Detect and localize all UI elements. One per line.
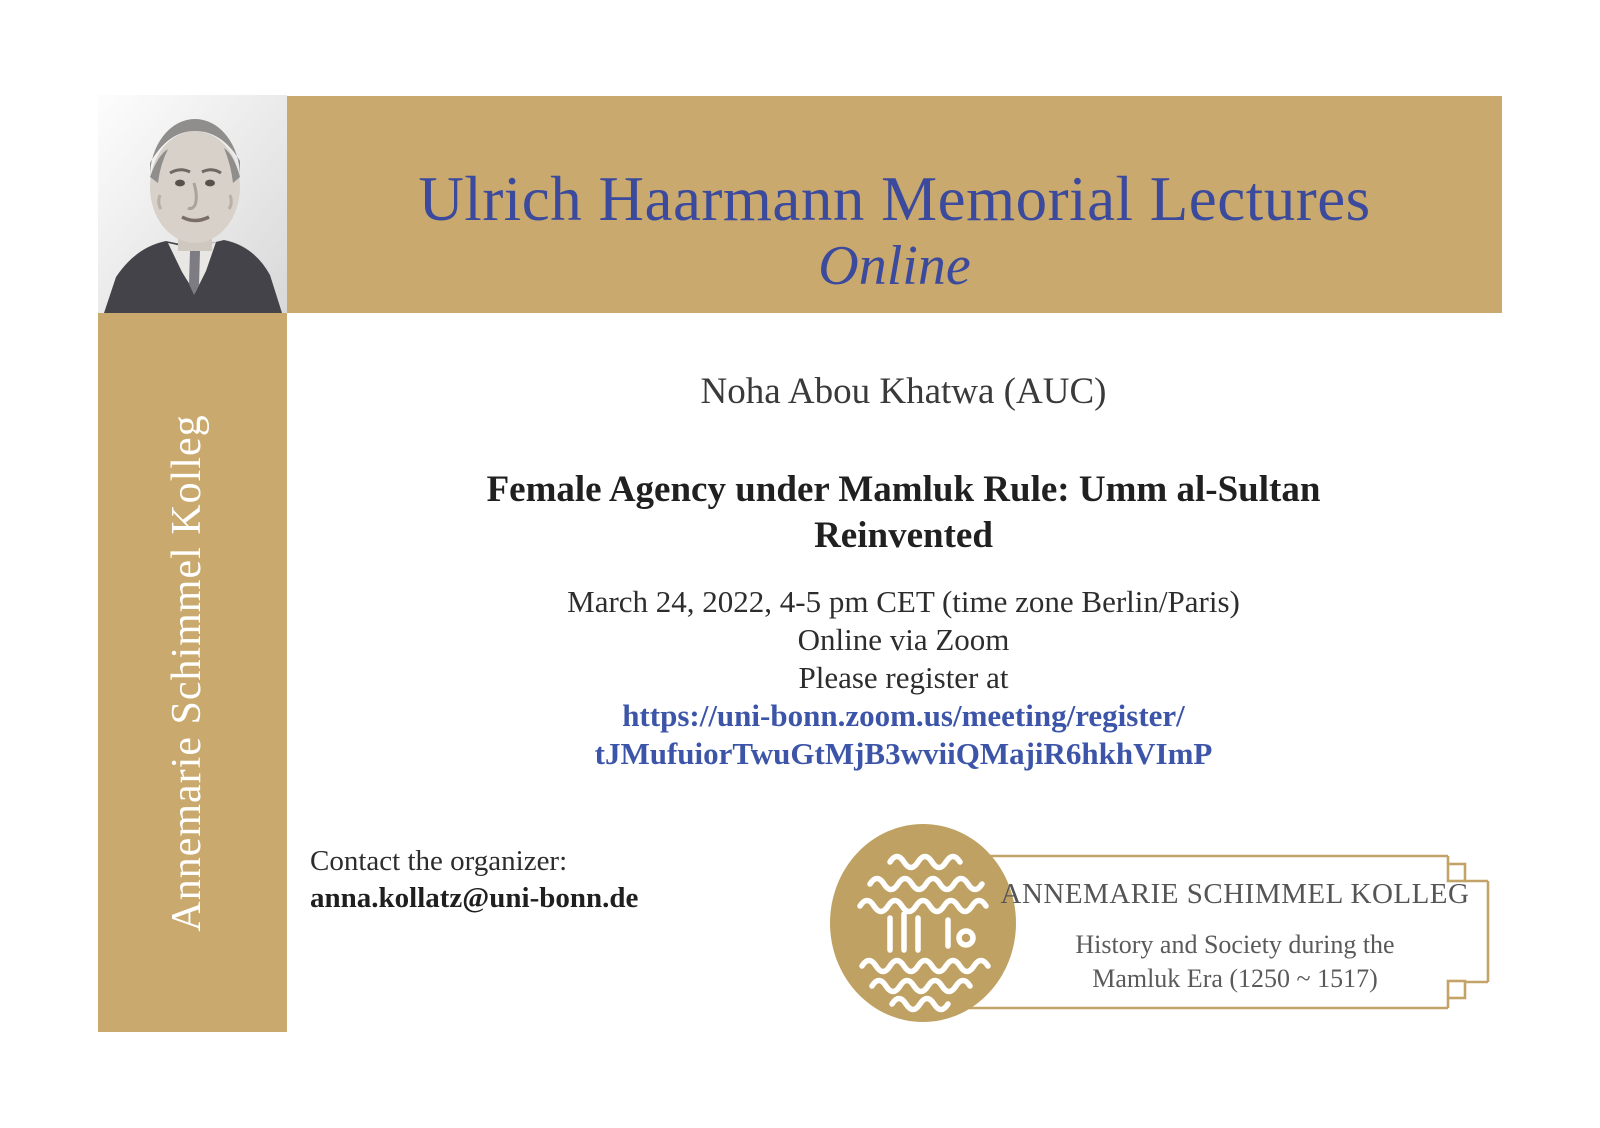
institute-subtitle-line2: Mamluk Era (1250 ~ 1517) — [1092, 964, 1378, 993]
ulrich-haarmann-portrait — [98, 95, 287, 313]
contact-block — [310, 843, 638, 917]
event-details — [287, 583, 1520, 773]
institute-subtitle — [1000, 928, 1470, 996]
event-platform: Online via Zoom — [797, 622, 1010, 657]
lecture-title-line1: Female Agency under Mamluk Rule: Umm al-Sultan — [486, 469, 1321, 510]
registration-link[interactable] — [287, 697, 1520, 773]
lecture-format-label: Online — [818, 234, 971, 297]
lecture-series-title: Ulrich Haarmann Memorial Lectures — [418, 163, 1371, 234]
register-prompt: Please register at — [798, 660, 1009, 695]
contact-label: Contact the organizer: — [310, 845, 568, 877]
institute-subtitle-line1: History and Society during the — [1075, 930, 1395, 959]
portrait-image — [98, 95, 287, 313]
event-datetime: March 24, 2022, 4-5 pm CET (time zone Berlin/Paris) — [567, 584, 1240, 619]
sidebar-band — [98, 313, 287, 1032]
lecture-title — [287, 467, 1520, 559]
institute-logo — [830, 820, 1490, 1025]
institute-name: ANNEMARIE SCHIMMEL KOLLEG — [1000, 878, 1470, 910]
registration-url-line1[interactable]: https://uni-bonn.zoom.us/meeting/register/ — [622, 698, 1185, 733]
speaker-name: Noha Abou Khatwa (AUC) — [700, 371, 1107, 412]
institute-name-vertical: Annemarie Schimmel Kolleg — [163, 413, 210, 932]
mamluk-coin-icon — [830, 820, 1025, 1025]
registration-url-line2[interactable]: tJMufuiorTwuGtMjB3wviiQMajiR6hkhVImP — [594, 736, 1213, 771]
lecture-title-line2: Reinvented — [814, 515, 993, 556]
organizer-email[interactable]: anna.kollatz@uni-bonn.de — [310, 882, 639, 914]
